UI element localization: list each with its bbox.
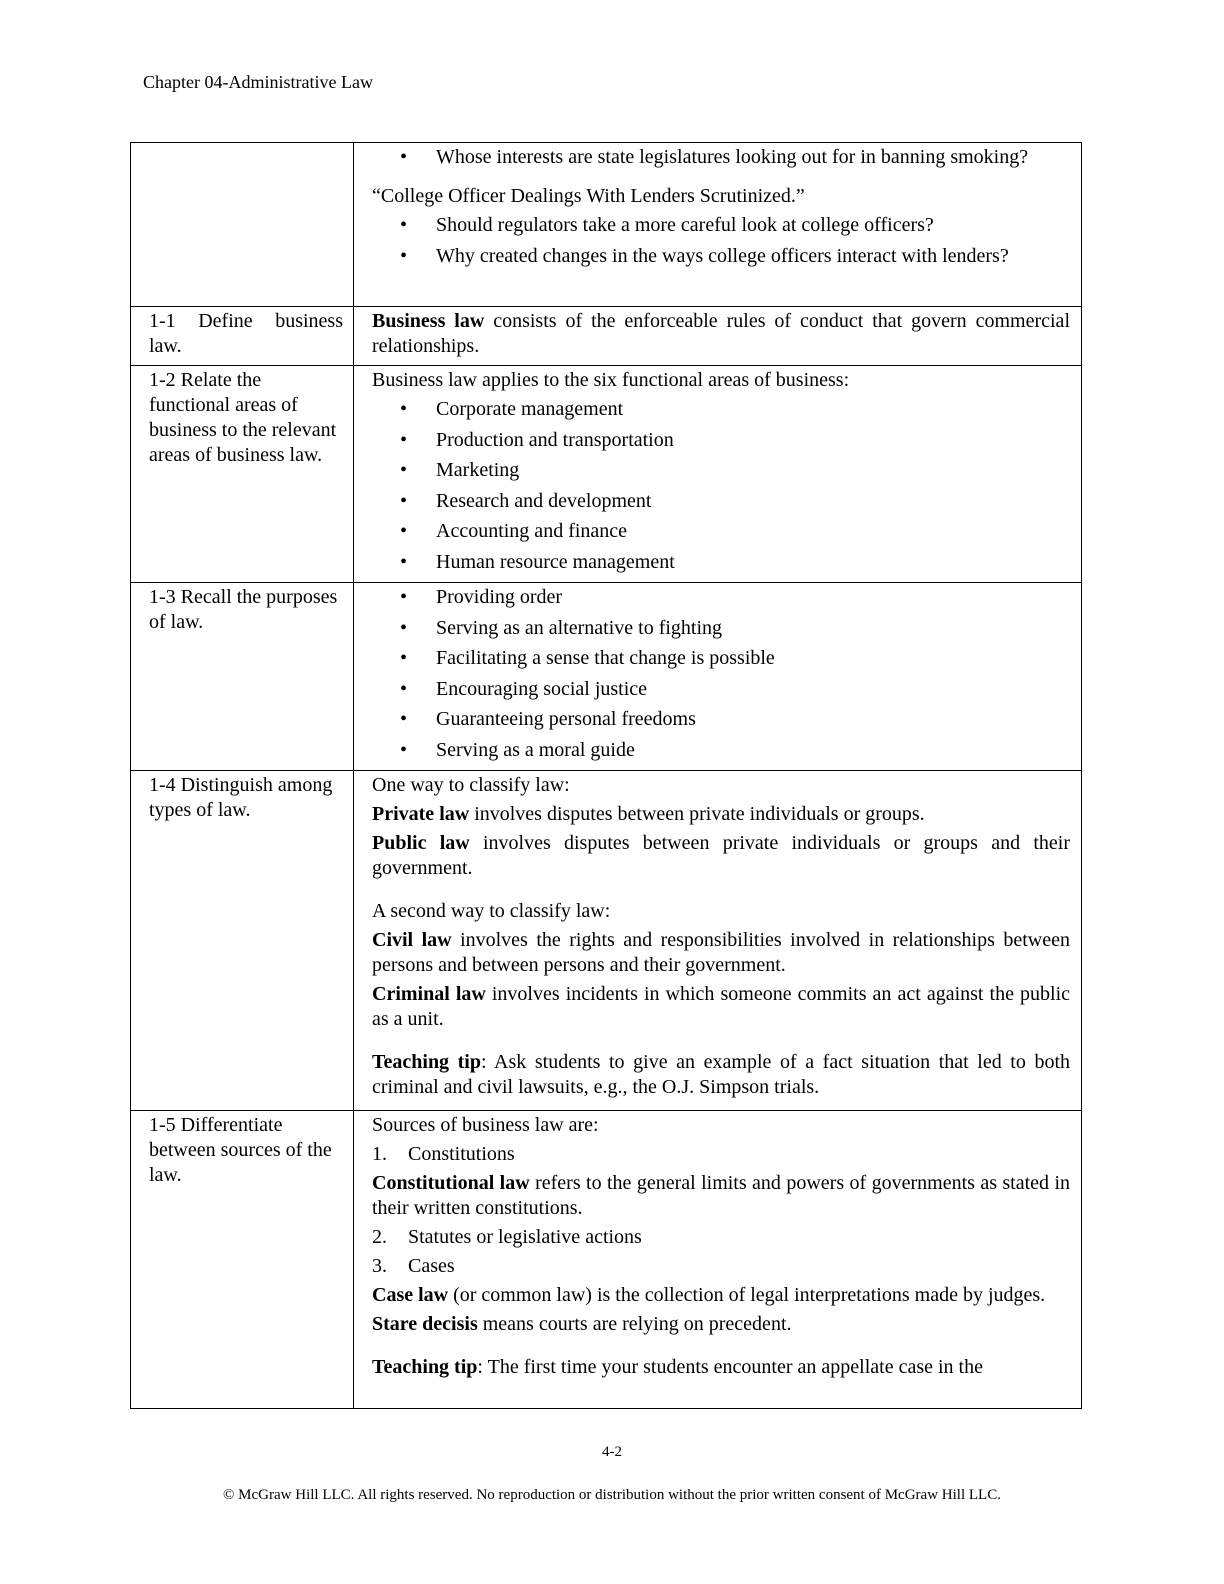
article-title: “College Officer Dealings With Lenders Scrutinized.” bbox=[372, 185, 805, 207]
page-header: Chapter 04-Administrative Law bbox=[143, 72, 373, 92]
term: Teaching tip bbox=[372, 1051, 481, 1073]
definition-paragraph bbox=[372, 1283, 1070, 1308]
content-cell bbox=[354, 771, 1082, 1111]
tip-text: : The first time your students encounter an appellate case in the bbox=[477, 1356, 983, 1378]
list-number: 1. bbox=[372, 1143, 387, 1165]
bullet-list bbox=[372, 145, 1070, 170]
list-item: • Facilitating a sense that change is possible bbox=[372, 646, 1070, 671]
list-item: • Production and transportation bbox=[372, 428, 1070, 453]
teaching-tip bbox=[372, 1050, 1070, 1100]
table-row bbox=[131, 143, 1082, 307]
list-item: • Encouraging social justice bbox=[372, 677, 1070, 702]
term: Public law bbox=[372, 832, 470, 854]
definition: involves disputes between private individuals or groups and their government. bbox=[372, 832, 1071, 879]
content-cell bbox=[354, 583, 1082, 771]
content-cell bbox=[354, 1111, 1082, 1409]
definition: refers to the general limits and powers of governments as stated in their written constitutions. bbox=[372, 1172, 1071, 1219]
list-item: • Should regulators take a more careful look at college officers? bbox=[372, 213, 1070, 238]
list-item: 3. Cases bbox=[372, 1255, 455, 1277]
intro-text: Business law applies to the six functional areas of business: bbox=[372, 369, 850, 391]
term: Private law bbox=[372, 803, 470, 825]
table-row bbox=[131, 771, 1082, 1111]
definition-paragraph bbox=[372, 982, 1070, 1032]
table-row bbox=[131, 366, 1082, 583]
objective-cell: 1-1 Define business law. bbox=[131, 307, 354, 366]
list-item: • Research and development bbox=[372, 489, 1070, 514]
list-item: • Human resource management bbox=[372, 550, 1070, 575]
list-item: • Serving as an alternative to fighting bbox=[372, 616, 1070, 641]
list-number: 2. bbox=[372, 1226, 387, 1248]
bullet-list bbox=[372, 585, 1070, 763]
term: Stare decisis bbox=[372, 1313, 478, 1335]
intro-text: Sources of business law are: bbox=[372, 1114, 599, 1136]
term: Criminal law bbox=[372, 983, 486, 1005]
definition: means courts are relying on precedent. bbox=[477, 1313, 792, 1335]
bullet-list bbox=[372, 213, 1070, 269]
content-cell bbox=[354, 143, 1082, 307]
objective-cell: 1-5 Differentiate between sources of the law. bbox=[131, 1111, 354, 1409]
definition-paragraph bbox=[372, 831, 1070, 881]
term: Constitutional law bbox=[372, 1172, 530, 1194]
objective-cell: 1-3 Recall the purposes of law. bbox=[131, 583, 354, 771]
objective-cell: 1-4 Distinguish among types of law. bbox=[131, 771, 354, 1111]
page-number: 4-2 bbox=[602, 1444, 622, 1460]
table-row bbox=[131, 1111, 1082, 1409]
table-row bbox=[131, 307, 1082, 366]
definition: involves disputes between private individuals or groups. bbox=[469, 803, 925, 825]
classification-intro: A second way to classify law: bbox=[372, 900, 611, 922]
content-cell bbox=[354, 307, 1082, 366]
list-item: • Whose interests are state legislatures looking out for in banning smoking? bbox=[372, 145, 1070, 170]
list-item: • Serving as a moral guide bbox=[372, 738, 1070, 763]
definition-paragraph bbox=[372, 1171, 1070, 1221]
copyright-footer: © McGraw Hill LLC. All rights reserved. No reproduction or distribution without the prior written consent of McGraw Hill LLC. bbox=[223, 1487, 1001, 1503]
list-item: 1. Constitutions bbox=[372, 1143, 515, 1165]
numbered-list bbox=[372, 1225, 1070, 1279]
objective-cell bbox=[131, 143, 354, 307]
numbered-list bbox=[372, 1142, 1070, 1167]
list-item: • Marketing bbox=[372, 458, 1070, 483]
tip-text: : Ask students to give an example of a fact situation that led to both criminal and civil lawsuits, e.g., the O.J. Simpson trials. bbox=[372, 1051, 1071, 1098]
list-item: • Accounting and finance bbox=[372, 519, 1070, 544]
classification-intro: One way to classify law: bbox=[372, 774, 570, 796]
term: Teaching tip bbox=[372, 1356, 478, 1378]
definition-paragraph bbox=[372, 802, 1070, 827]
list-number: 3. bbox=[372, 1255, 387, 1277]
term: Case law bbox=[372, 1284, 449, 1306]
list-item: • Guaranteeing personal freedoms bbox=[372, 707, 1070, 732]
definition: involves the rights and responsibilities involved in relationships between persons and between persons and their government. bbox=[372, 929, 1070, 976]
term: Civil law bbox=[372, 929, 452, 951]
list-item: • Providing order bbox=[372, 585, 1070, 610]
list-item: 2. Statutes or legislative actions bbox=[372, 1226, 642, 1248]
objective-cell: 1-2 Relate the functional areas of business to the relevant areas of business law. bbox=[131, 366, 354, 583]
definition-paragraph bbox=[372, 928, 1070, 978]
teaching-tip bbox=[372, 1355, 1070, 1380]
definition: involves incidents in which someone commits an act against the public as a unit. bbox=[372, 983, 1070, 1030]
definition: (or common law) is the collection of legal interpretations made by judges. bbox=[448, 1284, 1046, 1306]
list-item: • Why created changes in the ways college officers interact with lenders? bbox=[372, 244, 1070, 269]
definition-paragraph bbox=[372, 1312, 1070, 1337]
list-item: • Corporate management bbox=[372, 397, 1070, 422]
content-cell bbox=[354, 366, 1082, 583]
bullet-list bbox=[372, 397, 1070, 575]
lecture-outline-table bbox=[130, 142, 1082, 1409]
definition: consists of the enforceable rules of conduct that govern commercial relationships. bbox=[372, 310, 1070, 357]
definition-paragraph bbox=[372, 309, 1070, 359]
term: Business law bbox=[372, 310, 485, 332]
table-row bbox=[131, 583, 1082, 771]
